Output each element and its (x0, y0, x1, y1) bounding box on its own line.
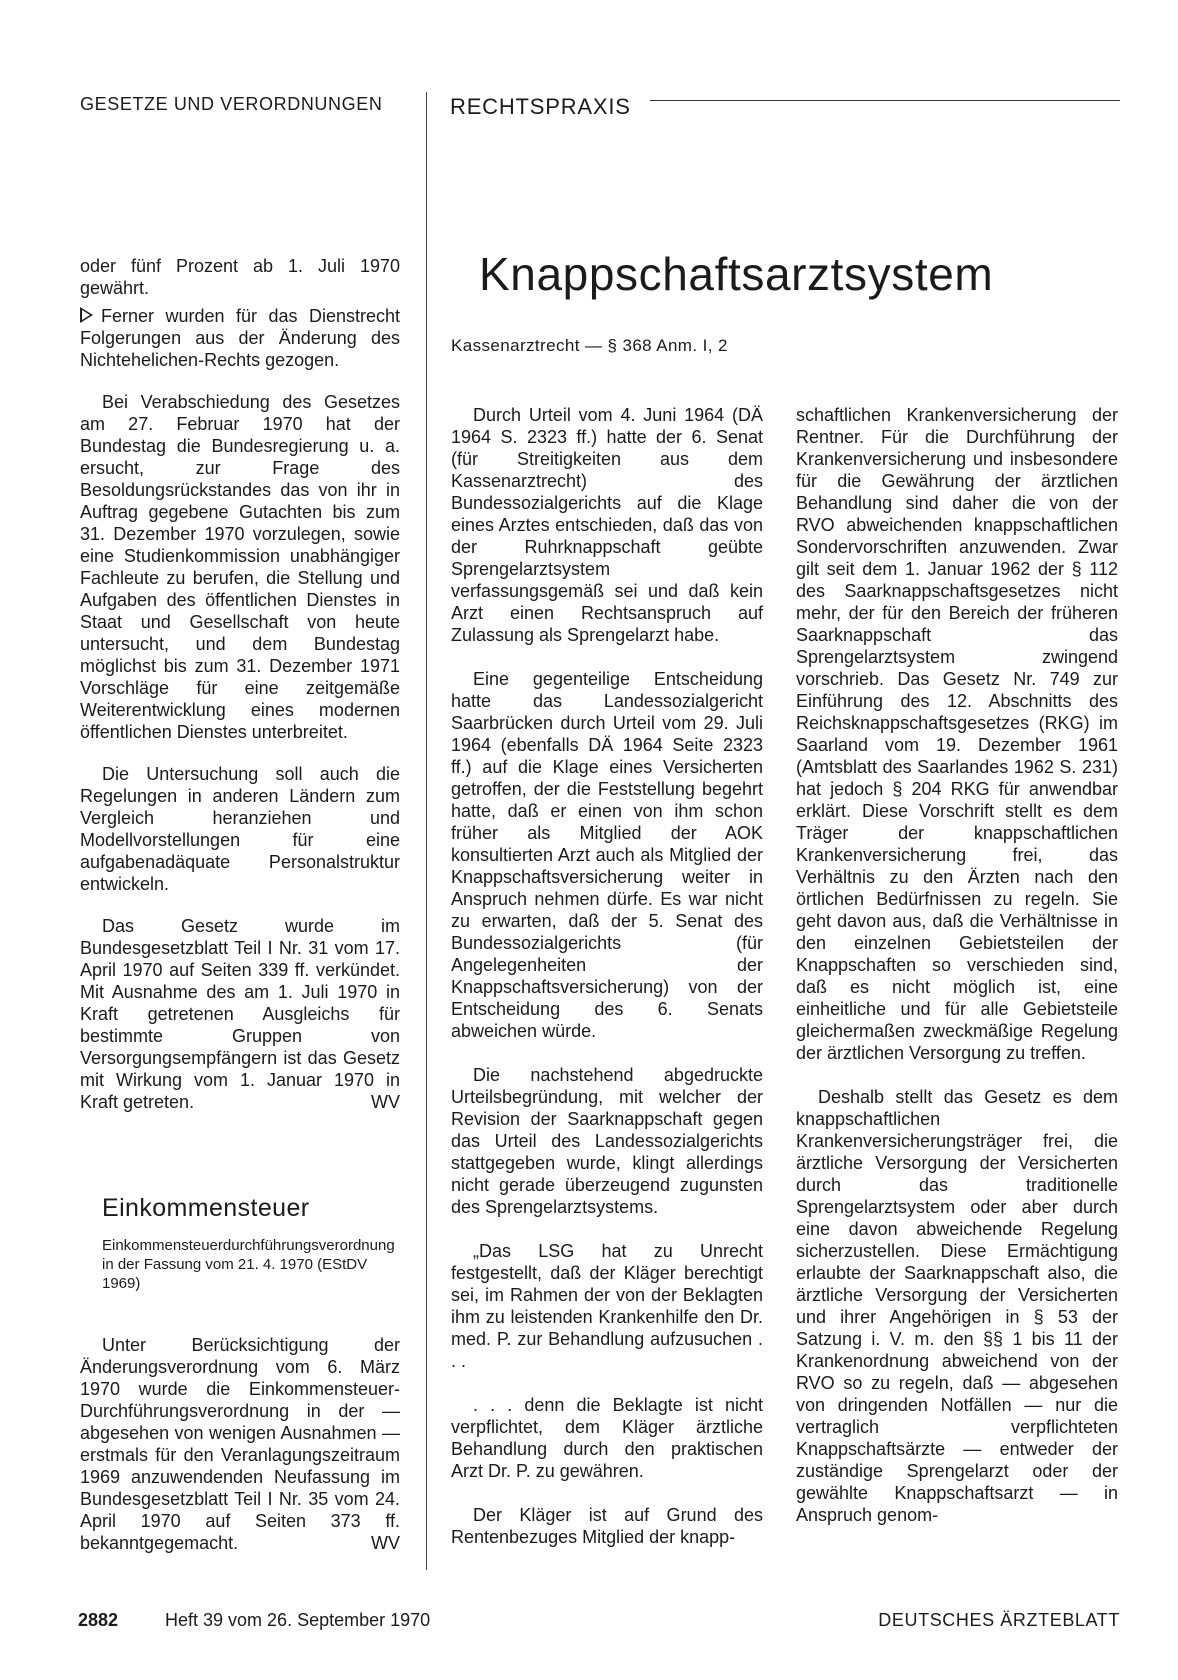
paragraph: Das Gesetz wurde im Bundesgesetzblatt Teil I Nr. 31 vom 17. April 1970 auf Seiten 339 ff. verkündet. Mit Ausnahme des am 1. Juli 1970 in Kraft getretenen Ausgleichs für bestimmte Gruppen von Versorgungsempfängern ist das Gesetz mit Wirkung vom 1. Januar 1970 in Kraft getreten. (80, 916, 400, 1112)
paragraph: Deshalb stellt das Gesetz es dem knappschaftlichen Krankenversicherungsträger frei, die ärztliche Versorgung der Versicherten durch das traditionelle Sprengelarztsystem oder aber durch eine davon abweichende Regelung sicherzustellen. Diese Ermächtigung erlaubte der Saarknappschaft also, die ärztliche Versorgung der Versicherten und ihrer Angehörigen in § 53 der Satzung i. V. m. den §§ 1 bis 11 der Krankenordnung abweichend von der RVO so zu regeln, daß — abgesehen von dringenden Notfällen — nur die vertraglich verpflichteten Knappschaftsärzte — entweder der zuständige Sprengelarzt oder der gewählte Knappschaftsarzt — in Anspruch genom- (796, 1087, 1118, 1525)
header-rule (650, 100, 1120, 101)
paragraph: oder fünf Prozent ab 1. Juli 1970 gewährt. (80, 256, 400, 298)
article-column-1 (451, 404, 763, 1548)
article-title: Knappschaftsarztsystem (479, 248, 994, 300)
paragraph-text: Ferner wurden für das Dienstrecht Folgerungen aus der Änderung des Nichtehelichen-Rechts gezogen. (80, 306, 400, 370)
author-sign: WV (371, 1092, 400, 1112)
issue-line: Heft 39 vom 26. September 1970 (165, 1610, 431, 1630)
paragraph: Der Kläger ist auf Grund des Rentenbezuges Mitglied der knapp- (451, 1505, 763, 1547)
paragraph: Durch Urteil vom 4. Juni 1964 (DÄ 1964 S. 2323 ff.) hatte der 6. Senat (für Streitigkeiten aus dem Kassenarztrecht) des Bundessozialgerichts auf die Klage eines Arztes entschieden, daß das von der Ruhrknappschaft geübte Sprengelarztsystem verfassungsgemäß sei und daß kein Arzt einen Rechtsanspruch auf Zulassung als Sprengelarzt habe. (451, 405, 763, 645)
section-title: Einkommensteuer (102, 1194, 310, 1222)
paragraph: Bei Verabschiedung des Gesetzes am 27. Februar 1970 hat der Bundestag die Bundesregierung u. a. ersucht, zur Frage des Besoldungsrückstandes das von ihr in Auftrag gegebene Gutachten bis zum 31. Dezember 1970 vorzulegen, sowie eine Studienkommission unabhängiger Fachleute zu berufen, die Stellung und Aufgaben des öffentlichen Dienstes in Staat und Gesellschaft von heute untersucht, und dem Bundestag möglichst bis zum 31. Dezember 1971 Vorschläge für eine zeitgemäße Weiterentwicklung eines modernen öffentlichen Dienstes unterbreitet. (80, 392, 400, 742)
article-column-2 (796, 404, 1118, 1526)
paragraph: . . . denn die Beklagte ist nicht verpflichtet, dem Kläger ärztliche Behandlung durch den praktischen Arzt Dr. P. zu gewähren. (451, 1395, 763, 1481)
paragraph: Eine gegenteilige Entscheidung hatte das Landessozialgericht Saarbrücken durch Urteil vom 29. Juli 1964 (ebenfalls DÄ 1964 Seite 2323 ff.) auf die Klage eines Versicherten getroffen, der die Feststellung begehrt hatte, daß er einen von ihm schon früher als Mitglied der AOK konsultierten Arzt auch als Mitglied der Knappschaftsversicherung weiter in Anspruch nehmen dürfe. Es war nicht zu erwarten, daß der 5. Senat des Bundessozialgerichts (für Angelegenheiten der Knappschaftsversicherung) von der Entscheidung des 6. Senats abweichen würde. (451, 669, 763, 1041)
journal-name: DEUTSCHES ÄRZTEBLATT (878, 1610, 1120, 1630)
paragraph: Die Untersuchung soll auch die Regelungen in anderen Ländern zum Vergleich heranziehen und Modellvorstellungen für eine aufgabenadäquate Personalstruktur entwickeln. (80, 764, 400, 894)
column-divider (426, 92, 427, 1570)
left-column-bottom (80, 1334, 400, 1554)
triangle-bullet-icon (80, 307, 93, 323)
author-sign: WV (371, 1533, 400, 1553)
paragraph: „Das LSG hat zu Unrecht festgestellt, daß der Kläger berechtigt sei, im Rahmen der von der Beklagten ihm zu leistenden Krankenhilfe den Dr. med. P. zur Behandlung aufzusuchen . . . (451, 1241, 763, 1371)
paragraph: Unter Berücksichtigung der Änderungsverordnung vom 6. März 1970 wurde die Einkommensteuer-Durchführungsverordnung in der — abgesehen von wenigen Ausnahmen — erstmals für den Veranlagungszeitraum 1969 anzuwendenden Neufassung im Bundesgesetzblatt Teil I Nr. 35 vom 24. April 1970 auf Seiten 373 ff. bekanntgegemacht. (80, 1335, 400, 1553)
running-header-left: GESETZE UND VERORDNUNGEN (80, 94, 383, 114)
left-column-top (80, 255, 400, 1113)
section-subtitle: Einkommensteuerdurchführungsverordnung in der Fassung vom 21. 4. 1970 (EStDV 1969) (102, 1237, 395, 1292)
paragraph: schaftlichen Krankenversicherung der Rentner. Für die Durchführung der Krankenversicherung und insbesondere für die Gewährung der ärztlichen Behandlung sind daher die von der RVO abweichenden knappschaftlichen Sondervorschriften anzuwenden. Zwar gilt seit dem 1. Januar 1962 der § 112 des Saarknappschaftsgesetzes nicht mehr, der für den Bereich der früheren Saarknappschaft das Sprengelarztsystem zwingend vorschrieb. Das Gesetz Nr. 749 zur Einführung des 12. Abschnitts des Reichsknappschaftsgesetzes (RKG) im Saarland vom 19. Dezember 1961 (Amtsblatt des Saarlandes 1962 S. 231) hat jedoch § 204 RKG für anwendbar erklärt. Diese Vorschrift stellt es dem Träger der knappschaftlichen Krankenversicherung frei, das Verhältnis zu den Ärzten nach den örtlichen Bedürfnissen zu regeln. Sie geht davon aus, daß die Verhältnisse in den einzelnen Gebietsteilen der Knappschaften so verschieden sind, daß es nicht möglich ist, eine einheitliche und für alle Gebietsteile gleichermaßen zweckmäßige Regelung der ärztlichen Versorgung zu treffen. (796, 405, 1118, 1063)
running-header-right: RECHTSPRAXIS (450, 94, 631, 119)
bullet-paragraph (80, 305, 400, 371)
page-number: 2882 (78, 1610, 119, 1630)
article-subtitle: Kassenarztrecht — § 368 Anm. I, 2 (451, 336, 728, 355)
paragraph: Die nachstehend abgedruckte Urteilsbegründung, mit welcher der Revision der Saarknappschaft gegen das Urteil des Landessozialgerichts stattgegeben wurde, klingt allerdings nicht gerade überzeugend zugunsten des Sprengelarztsystems. (451, 1065, 763, 1217)
